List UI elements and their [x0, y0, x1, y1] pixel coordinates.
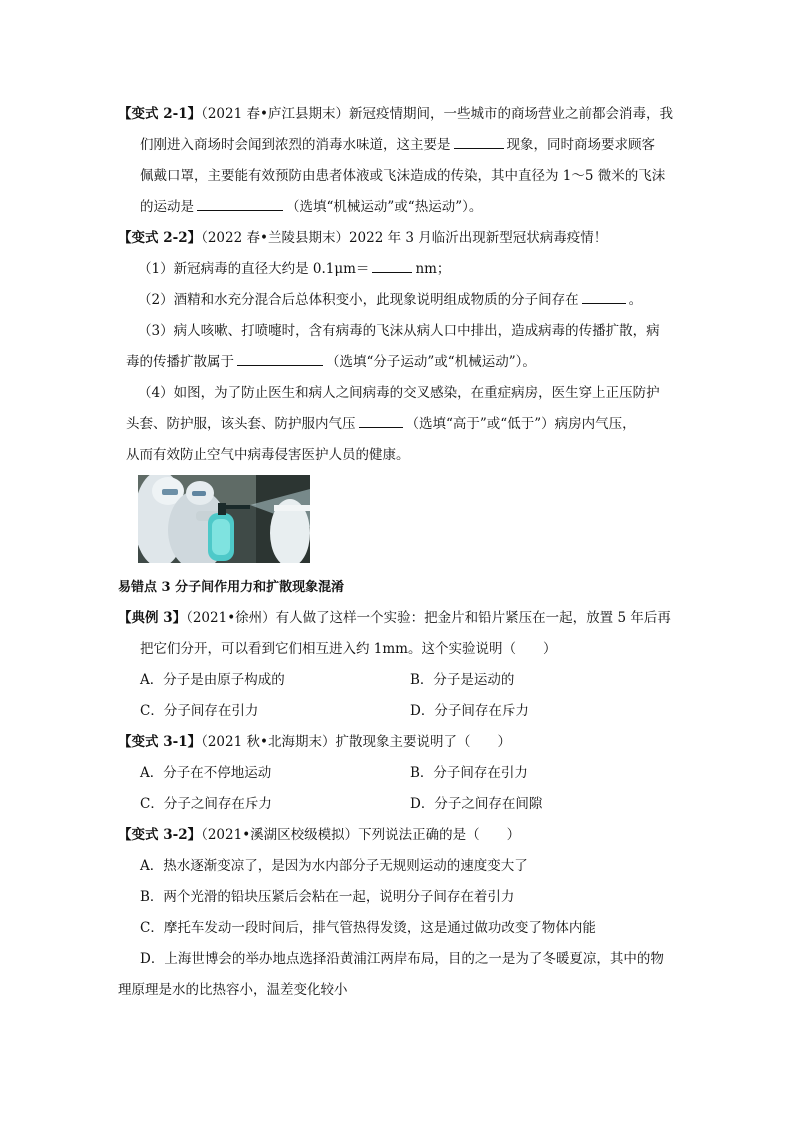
question-text: 。 — [628, 292, 643, 308]
option-a[interactable]: A．分子是由原子构成的 — [140, 672, 285, 688]
question-text: （3）病人咳嗽、打喷嚏时，含有病毒的飞沫从病人口中排出，造成病毒的传播扩散，病 — [138, 323, 660, 339]
question-text: （2021 春•庐江县期末）新冠疫情期间，一些城市的商场营业之前都会消毒，我 — [201, 106, 673, 122]
question-text: （选填“高于”或“低于”）病房内气压， — [405, 416, 636, 432]
subquestion-3-line-1 — [118, 316, 688, 347]
example-3-line-1 — [118, 603, 688, 634]
subquestion-3-line-2 — [118, 347, 688, 378]
answer-blank[interactable] — [582, 289, 626, 304]
option-b[interactable]: B．分子是运动的 — [410, 672, 515, 688]
option-c[interactable]: C．分子之间存在斥力 — [140, 796, 272, 812]
question-text: 从而有效防止空气中病毒侵害医护人员的健康。 — [126, 447, 410, 463]
answer-blank[interactable] — [372, 258, 412, 273]
option-a[interactable]: A．分子在不停地运动 — [140, 765, 272, 781]
options-row — [118, 758, 688, 789]
question-2-1-line-4 — [118, 192, 688, 223]
question-text: （2022 春•兰陵县期末）2022 年 3 月临沂出现新型冠状病毒疫情！ — [201, 230, 608, 246]
subquestion-4-line-3 — [118, 440, 688, 471]
option-d[interactable]: D．上海世博会的举办地点选择沿黄浦江两岸布局，目的之一是为了冬暖夏凉，其中的物 — [140, 951, 664, 967]
option-b[interactable]: B．两个光滑的铅块压紧后会粘在一起，说明分子间存在着引力 — [140, 889, 515, 905]
medical-staff-photo — [138, 475, 310, 563]
question-text: nm； — [415, 261, 451, 277]
question-text: （4）如图，为了防止医生和病人之间病毒的交叉感染，在重症病房，医生穿上正压防护 — [138, 385, 660, 401]
option-b[interactable]: B．分子间存在引力 — [410, 765, 528, 781]
question-text: （选填“分子运动”或“机械运动”）。 — [326, 354, 536, 370]
question-2-1-line-1 — [118, 99, 688, 130]
question-3-2-line-1 — [118, 820, 688, 851]
option-d-continuation: 理原理是水的比热容小，温差变化较小 — [118, 982, 348, 998]
question-text: （2）酒精和水充分混合后总体积变小，此现象说明组成物质的分子间存在 — [138, 292, 579, 308]
document-content — [118, 99, 688, 1006]
question-3-1-line-1 — [118, 727, 688, 758]
options-row — [118, 665, 688, 696]
question-text: （2021•徐州）有人做了这样一个实验：把金片和铅片紧压在一起，放置 5 年后再 — [186, 610, 671, 626]
question-tag: 【变式 3-2】 — [118, 827, 202, 843]
question-2-1-line-3 — [118, 161, 688, 192]
subquestion-4-line-1 — [118, 378, 688, 409]
question-text: 们刚进入商场时会闻到浓烈的消毒水味道，这主要是 — [140, 137, 451, 153]
subquestion-2 — [118, 285, 688, 316]
section-heading: 易错点 3 分子间作用力和扩散现象混淆 — [118, 580, 345, 595]
question-text: 佩戴口罩，主要能有效预防由患者体液或飞沫造成的传染，其中直径为 1～5 微米的飞沫 — [140, 168, 666, 184]
question-text: （选填“机械运动”或“热运动”）。 — [286, 199, 483, 215]
question-tag: 【典例 3】 — [118, 610, 187, 626]
question-text: 的运动是 — [140, 199, 194, 215]
question-2-2-line-1 — [118, 223, 688, 254]
question-text: 现象，同时商场要求顾客 — [506, 137, 655, 153]
question-2-1-line-2 — [118, 130, 688, 161]
question-text: （1）新冠病毒的直径大约是 0.1μm＝ — [138, 261, 370, 277]
answer-blank[interactable] — [454, 134, 504, 149]
option-d[interactable]: D．分子间存在斥力 — [410, 703, 529, 719]
question-tag: 【变式 2-1】 — [118, 106, 202, 122]
photo-container — [138, 475, 688, 567]
question-tag: 【变式 2-2】 — [118, 230, 202, 246]
question-text: 头套、防护服，该头套、防护服内气压 — [126, 416, 356, 432]
answer-blank[interactable] — [197, 196, 283, 211]
example-3-line-2 — [118, 634, 688, 665]
question-text: 毒的传播扩散属于 — [126, 354, 234, 370]
answer-blank[interactable] — [237, 351, 323, 366]
options-row — [118, 789, 688, 820]
question-text: （2021•溪湖区校级模拟）下列说法正确的是（ ） — [201, 827, 521, 843]
option-a[interactable]: A．热水逐渐变凉了，是因为水内部分子无规则运动的速度变大了 — [140, 858, 528, 874]
option-c[interactable]: C．分子间存在引力 — [140, 703, 259, 719]
question-tag: 【变式 3-1】 — [118, 734, 202, 750]
options-row — [118, 696, 688, 727]
question-text: （2021 秋•北海期末）扩散现象主要说明了（ ） — [201, 734, 511, 750]
answer-blank[interactable] — [359, 413, 403, 428]
subquestion-1 — [118, 254, 688, 285]
option-c[interactable]: C．摩托车发动一段时间后，排气管热得发烫，这是通过做功改变了物体内能 — [140, 920, 596, 936]
question-text: 把它们分开，可以看到它们相互进入约 1mm。这个实验说明（ ） — [140, 641, 557, 657]
option-d[interactable]: D．分子之间存在间隙 — [410, 796, 543, 812]
subquestion-4-line-2 — [118, 409, 688, 440]
